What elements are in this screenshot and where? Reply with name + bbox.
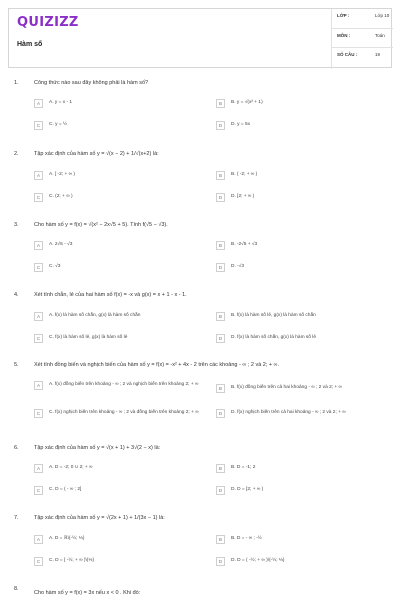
option-letter-box: C bbox=[34, 557, 43, 566]
option-letter-box: A bbox=[34, 171, 43, 180]
worksheet-header bbox=[8, 8, 392, 68]
option-text: B. D = - ∞ ; -½ bbox=[231, 536, 262, 541]
question-text: Tập xác định của hàm số y = √(x − 2) + 1/√(x+2) là: bbox=[34, 151, 159, 157]
option-a[interactable] bbox=[34, 381, 209, 399]
option-text: B. y = √(x² + 1) bbox=[231, 100, 263, 105]
option-letter-box: B bbox=[216, 312, 225, 321]
option-text: C. f(x) nghịch biến trên khoảng - ∞ ; 2 và đồng biến trên khoảng 2; + ∞ bbox=[49, 410, 199, 415]
question-number: 7. bbox=[14, 515, 19, 521]
option-letter-box: C bbox=[34, 486, 43, 495]
option-c[interactable] bbox=[34, 263, 209, 275]
option-b[interactable] bbox=[216, 99, 392, 111]
option-b[interactable] bbox=[216, 241, 392, 253]
meta-value: Lớp 10 bbox=[375, 13, 390, 18]
option-b[interactable] bbox=[216, 464, 392, 476]
question-text: Cho hàm số y = f(x) = 3x nếu x < 0 . Khi đó: bbox=[34, 590, 141, 596]
option-letter-box: B bbox=[216, 535, 225, 544]
option-letter-box: A bbox=[34, 312, 43, 321]
question-number: 5. bbox=[14, 362, 19, 368]
option-c[interactable] bbox=[34, 486, 209, 498]
option-c[interactable] bbox=[34, 334, 209, 346]
option-text: D. f(x) nghịch biến trên cả hai khoảng - ∞ ; 2 và 2; + ∞ bbox=[231, 410, 346, 415]
option-letter-box: C bbox=[34, 263, 43, 272]
option-text: D. -√3 bbox=[231, 264, 245, 269]
option-letter-box: D bbox=[216, 557, 225, 566]
option-text: D. y = 5x bbox=[231, 122, 251, 127]
option-b[interactable] bbox=[216, 535, 392, 547]
meta-key: MÔN : bbox=[337, 33, 351, 38]
option-c[interactable] bbox=[34, 409, 209, 427]
option-letter-box: C bbox=[34, 409, 43, 418]
question-text: Cho hàm số y = f(x) = √(x² − 2x√5 + 5). Tính f(√5 − √3). bbox=[34, 222, 168, 228]
option-c[interactable] bbox=[34, 557, 209, 569]
option-a[interactable] bbox=[34, 99, 209, 111]
option-letter-box: B bbox=[216, 171, 225, 180]
option-text: C. √3 bbox=[49, 264, 61, 269]
question-text: Xét tính chẵn, lẻ của hai hàm số f(x) = -x và g(x) = x + 1 - x - 1. bbox=[34, 292, 187, 298]
option-letter-box: D bbox=[216, 193, 225, 202]
option-text: B. ( -2; + ∞ ) bbox=[231, 172, 258, 177]
question-number: 1. bbox=[14, 80, 19, 86]
question-number: 3. bbox=[14, 222, 19, 228]
meta-row-subject bbox=[331, 28, 393, 43]
option-letter-box: C bbox=[34, 334, 43, 343]
option-letter-box: D bbox=[216, 409, 225, 418]
option-a[interactable] bbox=[34, 535, 209, 547]
option-text: A. D = -2; 0 ∪ 2; + ∞ bbox=[49, 465, 93, 470]
option-letter-box: A bbox=[34, 99, 43, 108]
meta-key: LỚP : bbox=[337, 13, 350, 18]
option-d[interactable] bbox=[216, 409, 392, 427]
option-text: B. f(x) đồng biến trên cả hai khoảng - ∞ ; 2 và 2; + ∞ bbox=[231, 385, 342, 390]
option-text: D. D = [2; + ∞ ) bbox=[231, 487, 264, 492]
option-text: A. f(x) là hàm số chẵn, g(x) là hàm số chẵn bbox=[49, 313, 141, 318]
option-text: B. f(x) là hàm số lẻ, g(x) là hàm số chẵn bbox=[231, 313, 316, 318]
meta-value: Toán bbox=[375, 33, 385, 38]
option-text: C. y = ½ bbox=[49, 122, 67, 127]
option-text: D. D = ( -½; + ∞ )\{-½; ⅓} bbox=[231, 558, 285, 563]
option-letter-box: C bbox=[34, 193, 43, 202]
option-letter-box: A bbox=[34, 535, 43, 544]
option-letter-box: C bbox=[34, 121, 43, 130]
option-text: A. [ -2; + ∞ ) bbox=[49, 172, 75, 177]
option-a[interactable] bbox=[34, 464, 209, 476]
meta-row-count bbox=[331, 47, 393, 62]
option-text: A. 2√5 - √3 bbox=[49, 242, 73, 247]
option-c[interactable] bbox=[34, 121, 209, 133]
option-letter-box: A bbox=[34, 381, 43, 390]
quizizz-logo: QUIZIZZ bbox=[17, 15, 79, 30]
option-letter-box: D bbox=[216, 486, 225, 495]
option-letter-box: D bbox=[216, 263, 225, 272]
option-d[interactable] bbox=[216, 121, 392, 133]
question-text: Tập xác định của hàm số y = √(2x + 1) + 1/(3x − 1) là: bbox=[34, 515, 165, 521]
option-text: B. -2√5 + √3 bbox=[231, 242, 258, 247]
option-letter-box: B bbox=[216, 384, 225, 393]
option-d[interactable] bbox=[216, 486, 392, 498]
option-letter-box: B bbox=[216, 241, 225, 250]
option-d[interactable] bbox=[216, 334, 392, 346]
option-letter-box: B bbox=[216, 99, 225, 108]
question-number: 4. bbox=[14, 292, 19, 298]
meta-row-class bbox=[331, 9, 393, 24]
question-text: Công thức nào sau đây không phải là hàm số? bbox=[34, 80, 149, 86]
option-text: C. D = [ -½; + ∞ )\{⅓} bbox=[49, 558, 95, 563]
question-number: 6. bbox=[14, 445, 19, 451]
option-text: A. f(x) đồng biến trên khoảng - ∞ ; 2 và nghịch biến trên khoảng 2; + ∞ bbox=[49, 382, 199, 387]
option-text: A. D = ℝ\{-½; ⅓} bbox=[49, 536, 85, 541]
option-b[interactable] bbox=[216, 171, 392, 183]
question-text: Xét tính đồng biến và nghịch biến của hàm số y = f(x) = -x² + 4x - 2 trên các khoảng - ∞ ; 2 và 2; + ∞. bbox=[34, 362, 280, 368]
option-text: C. f(x) là hàm số lẻ, g(x) là hàm số lẻ bbox=[49, 335, 128, 340]
question-number: 2. bbox=[14, 151, 19, 157]
question-number: 8. bbox=[14, 586, 19, 592]
meta-key: SỐ CÂU : bbox=[337, 52, 358, 57]
meta-value: 19 bbox=[375, 52, 381, 57]
option-letter-box: B bbox=[216, 464, 225, 473]
worksheet-title: Hàm số bbox=[17, 41, 43, 48]
option-text: A. y = x - 1 bbox=[49, 100, 73, 105]
option-text: D. [2; + ∞ ) bbox=[231, 194, 255, 199]
option-d[interactable] bbox=[216, 263, 392, 275]
option-d[interactable] bbox=[216, 557, 392, 569]
option-letter-box: A bbox=[34, 241, 43, 250]
option-text: D. f(x) là hàm số chẵn, g(x) là hàm số lẻ bbox=[231, 335, 317, 340]
option-c[interactable] bbox=[34, 193, 209, 205]
option-a[interactable] bbox=[34, 312, 209, 324]
option-text: C. D = ( - ∞ ; 2] bbox=[49, 487, 82, 492]
option-text: C. (2; + ∞ ) bbox=[49, 194, 73, 199]
option-letter-box: A bbox=[34, 464, 43, 473]
option-a[interactable] bbox=[34, 241, 209, 253]
option-b[interactable] bbox=[216, 312, 392, 324]
option-text: B. D = -1; 2 bbox=[231, 465, 256, 470]
option-letter-box: D bbox=[216, 334, 225, 343]
option-d[interactable] bbox=[216, 193, 392, 205]
option-letter-box: D bbox=[216, 121, 225, 130]
question-text: Tập xác định của hàm số y = √(x + 1) + 3√(2 − x) là: bbox=[34, 445, 161, 451]
option-b[interactable] bbox=[216, 384, 392, 396]
option-a[interactable] bbox=[34, 171, 209, 183]
